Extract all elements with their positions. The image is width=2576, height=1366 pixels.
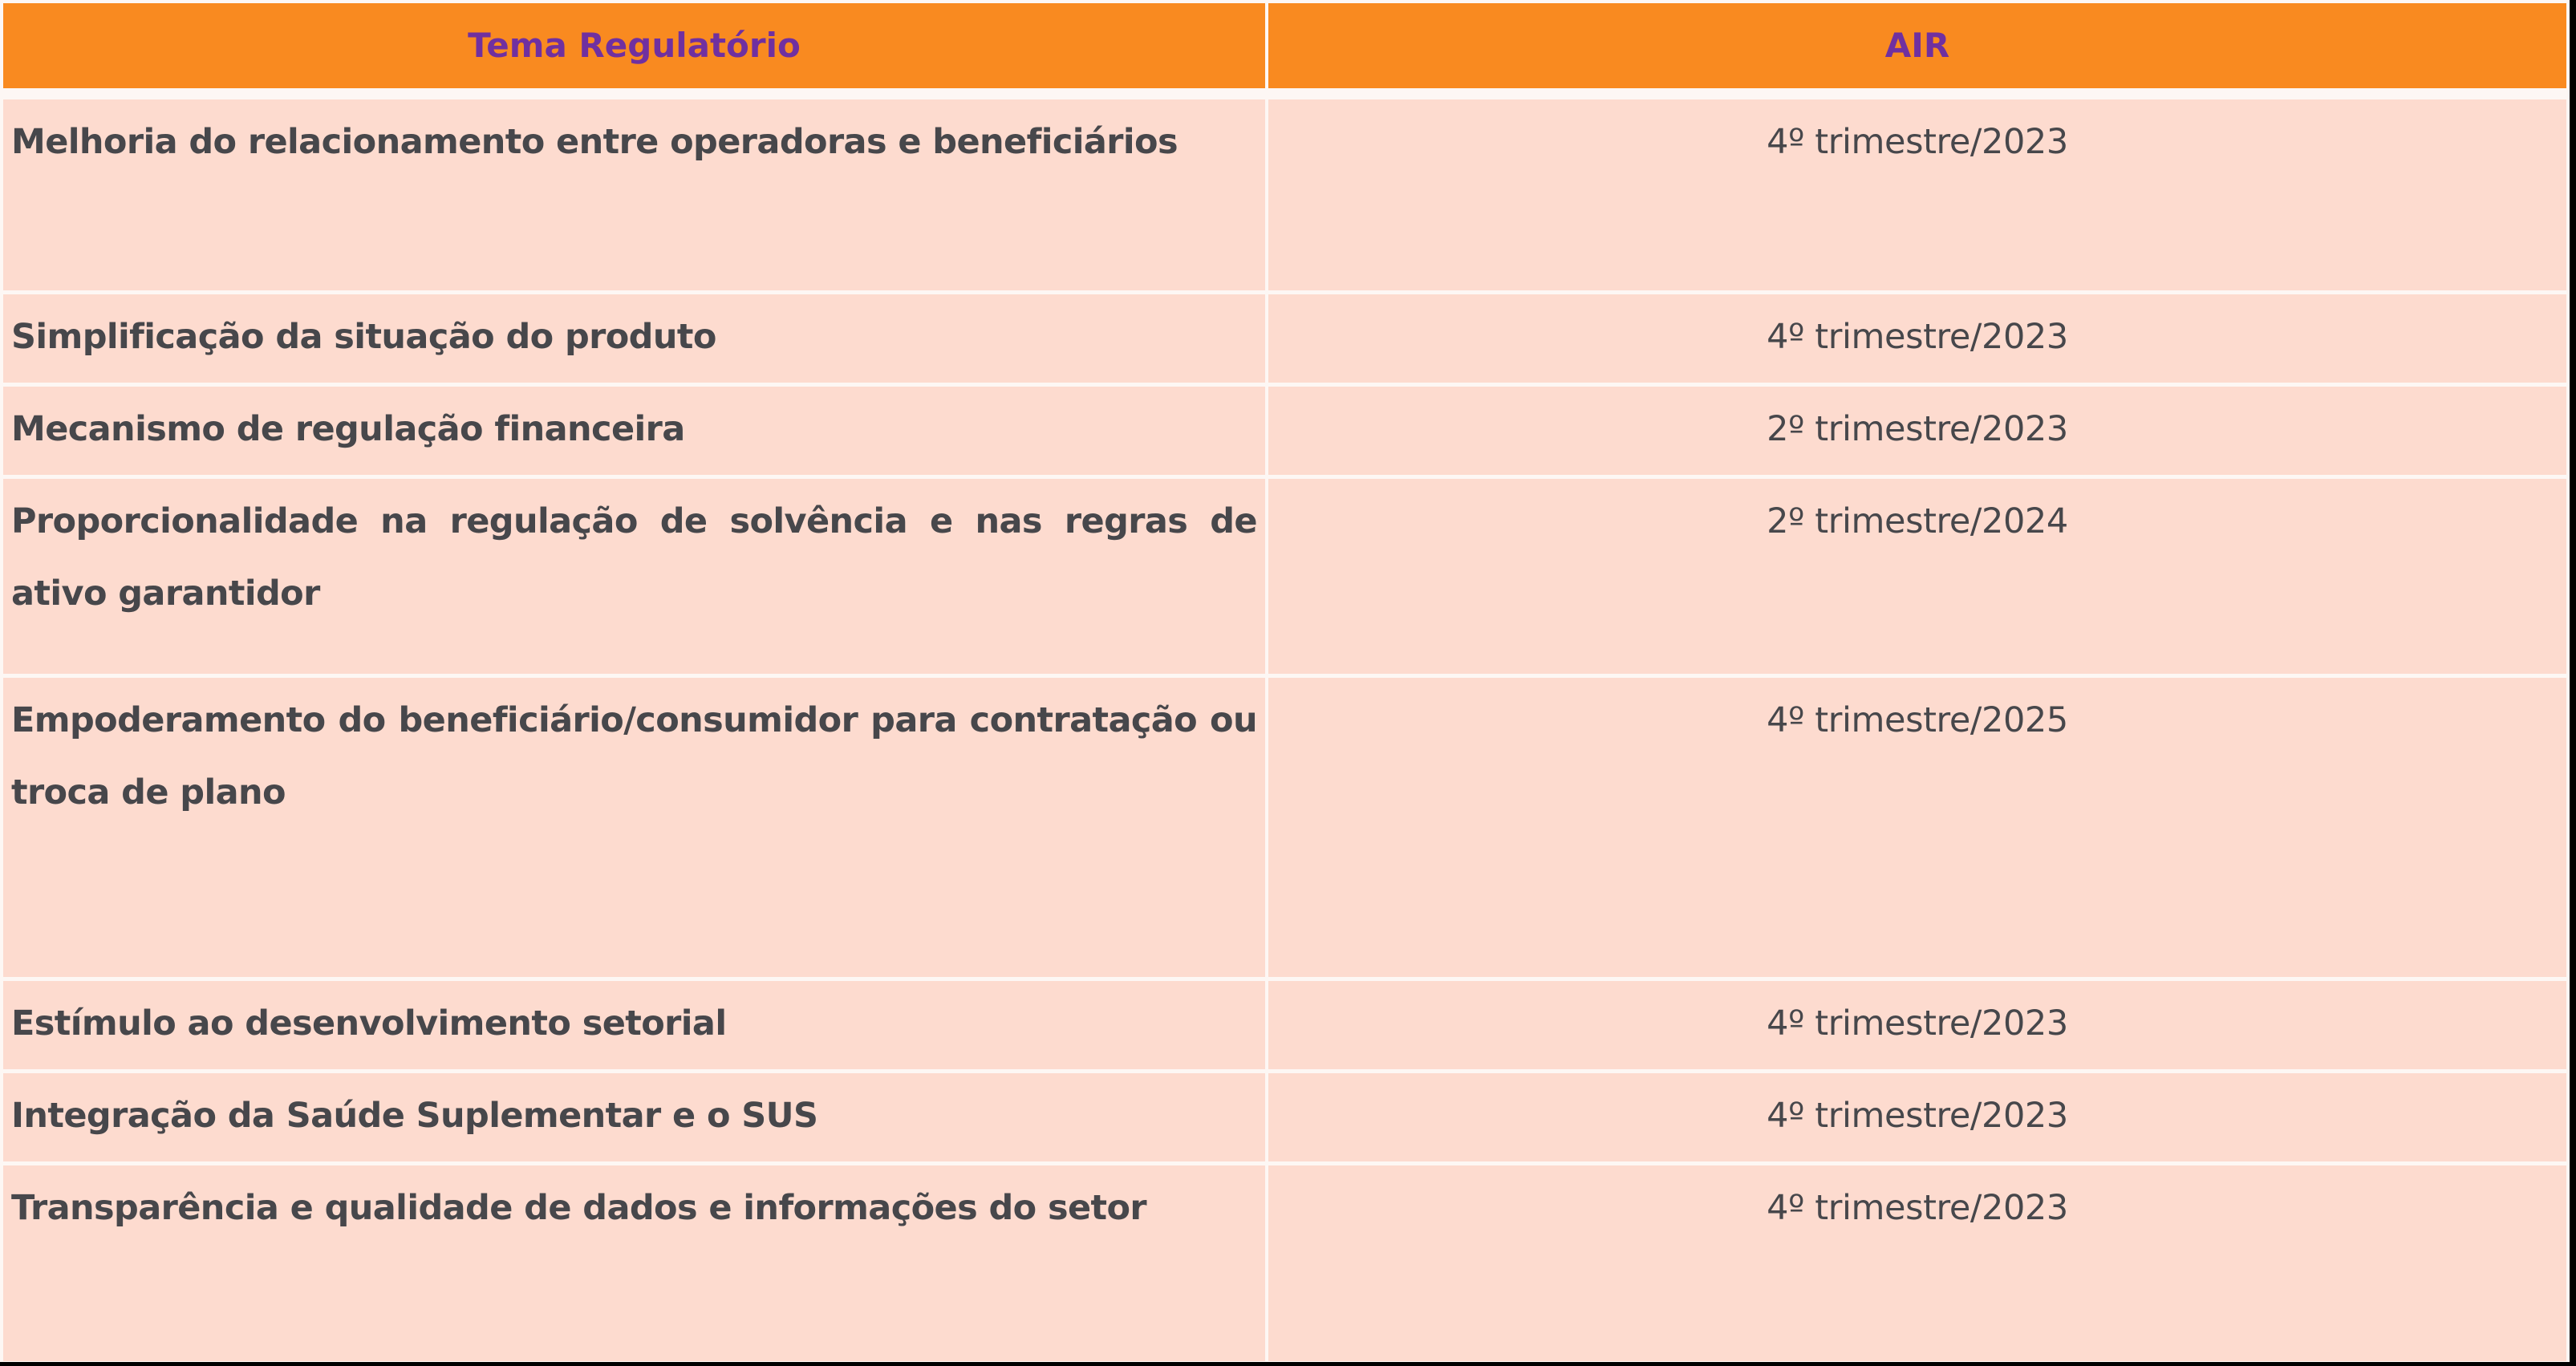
tema-text: Mecanismo de regulação financeira	[11, 409, 685, 449]
air-cell	[1268, 479, 2566, 674]
tema-text: Melhoria do relacionamento entre operadoras e beneficiários	[11, 122, 1178, 162]
air-text: 4º trimestre/2023	[1767, 1188, 2068, 1228]
tema-cell	[3, 1165, 1265, 1361]
table-row	[3, 1073, 2566, 1161]
column-header-tema: Tema Regulatório	[3, 3, 1265, 88]
air-cell	[1268, 99, 2566, 290]
table-row	[3, 479, 2566, 674]
table-row	[3, 678, 2566, 977]
tema-text: Integração da Saúde Suplementar e o SUS	[11, 1096, 818, 1136]
table-row	[3, 387, 2566, 475]
tema-cell	[3, 678, 1265, 977]
air-cell	[1268, 981, 2566, 1069]
table-row	[3, 99, 2566, 290]
air-cell	[1268, 1073, 2566, 1161]
table-row	[3, 1165, 2566, 1361]
table-row	[3, 294, 2566, 383]
tema-cell	[3, 1073, 1265, 1161]
tema-cell	[3, 294, 1265, 383]
air-text: 4º trimestre/2023	[1767, 317, 2068, 357]
air-cell	[1268, 1165, 2566, 1361]
air-cell	[1268, 387, 2566, 475]
air-cell	[1268, 678, 2566, 977]
tema-text: Proporcionalidade na regulação de solvência e nas regras de ativo garantidor	[11, 501, 1257, 614]
table-header-row	[3, 3, 2566, 88]
tema-cell	[3, 479, 1265, 674]
tema-cell	[3, 981, 1265, 1069]
air-text: 4º trimestre/2023	[1767, 1003, 2068, 1044]
air-text: 2º trimestre/2024	[1767, 501, 2068, 541]
air-text: 4º trimestre/2023	[1767, 1096, 2068, 1136]
tema-text: Empoderamento do beneficiário/consumidor para contratação ou troca de plano	[11, 700, 1257, 813]
tema-text: Transparência e qualidade de dados e informações do setor	[11, 1188, 1147, 1228]
tema-cell	[3, 99, 1265, 290]
tema-text: Estímulo ao desenvolvimento setorial	[11, 1003, 727, 1044]
tema-text: Simplificação da situação do produto	[11, 317, 716, 357]
air-cell	[1268, 294, 2566, 383]
table-row	[3, 981, 2566, 1069]
air-text: 2º trimestre/2023	[1767, 409, 2068, 449]
air-text: 4º trimestre/2023	[1767, 122, 2068, 162]
column-header-air: AIR	[1268, 3, 2566, 88]
air-text: 4º trimestre/2025	[1767, 700, 2068, 740]
tema-cell	[3, 387, 1265, 475]
